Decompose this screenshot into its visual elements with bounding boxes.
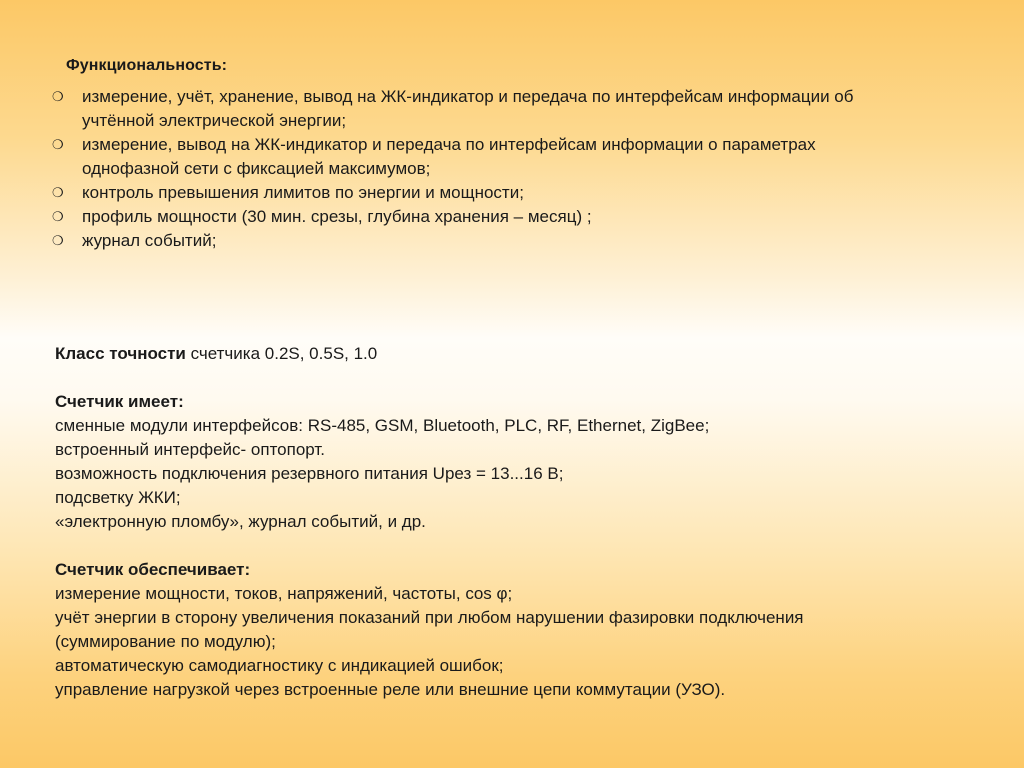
list-item-text: учтённой электрической энергии; xyxy=(82,111,347,130)
meter-has-line: встроенный интерфейс- оптопорт. xyxy=(55,440,325,459)
meter-has-line: сменные модули интерфейсов: RS-485, GSM, Bluetooth, PLC, RF, Ethernet, ZigBee; xyxy=(55,416,710,435)
accuracy-class xyxy=(55,342,1005,366)
list-item xyxy=(50,133,1000,181)
meter-provides-title: Счетчик обеспечивает: xyxy=(55,560,251,579)
functionality-title: Функциональность: xyxy=(66,57,228,74)
meter-provides-line: управление нагрузкой через встроенные реле или внешние цепи коммутации (УЗО). xyxy=(55,680,726,699)
circle-bullet-icon: ❍ xyxy=(52,137,64,152)
list-item xyxy=(50,229,1000,253)
meter-has-line: подсветку ЖКИ; xyxy=(55,488,181,507)
meter-provides-line: (суммирование по модулю); xyxy=(55,632,276,651)
list-item xyxy=(50,85,1000,133)
accuracy-label: Класс точности xyxy=(55,344,186,363)
circle-bullet-icon: ❍ xyxy=(52,89,64,104)
meter-provides-line: автоматическую самодиагностику с индикацией ошибок; xyxy=(55,656,504,675)
list-item-text: однофазной сети с фиксацией максимумов; xyxy=(82,159,431,178)
list-item xyxy=(50,181,1000,205)
meter-has-line: «электронную пломбу», журнал событий, и др. xyxy=(55,512,426,531)
circle-bullet-icon: ❍ xyxy=(52,185,64,200)
meter-has-title: Счетчик имеет: xyxy=(55,392,184,411)
circle-bullet-icon: ❍ xyxy=(52,209,64,224)
circle-bullet-icon: ❍ xyxy=(52,233,64,248)
meter-has-section xyxy=(55,390,1005,534)
list-item-text: журнал событий; xyxy=(82,231,217,250)
meter-provides-line: измерение мощности, токов, напряжений, частоты, cos φ; xyxy=(55,584,513,603)
meter-provides-section xyxy=(55,558,1005,702)
list-item-text: измерение, вывод на ЖК-индикатор и передача по интерфейсам информации о параметрах xyxy=(82,135,816,154)
list-item-text: контроль превышения лимитов по энергии и мощности; xyxy=(82,183,524,202)
list-item-text: измерение, учёт, хранение, вывод на ЖК-индикатор и передача по интерфейсам информации об xyxy=(82,87,854,106)
meter-provides-line: учёт энергии в сторону увеличения показаний при любом нарушении фазировки подключения xyxy=(55,608,804,627)
list-item-text: профиль мощности (30 мин. срезы, глубина хранения – месяц) ; xyxy=(82,207,592,226)
functionality-list xyxy=(50,85,1000,253)
list-item xyxy=(50,205,1000,229)
accuracy-value: счетчика 0.2S, 0.5S, 1.0 xyxy=(185,344,378,363)
meter-has-line: возможность подключения резервного питания Upез = 13...16 В; xyxy=(55,464,564,483)
